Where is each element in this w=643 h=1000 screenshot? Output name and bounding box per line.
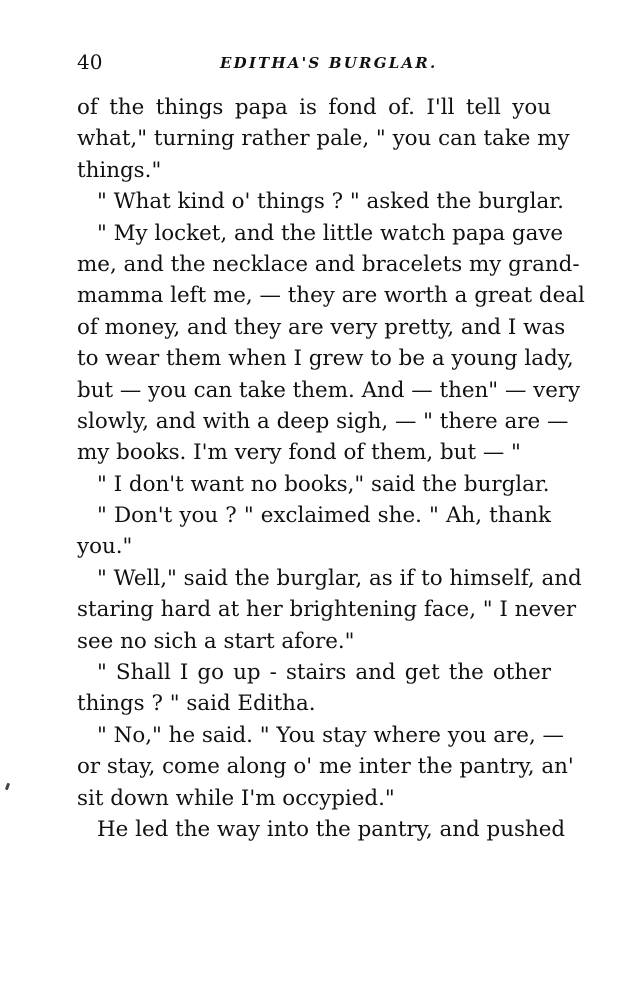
text-line: to wear them when I grew to be a young lady, bbox=[77, 346, 574, 372]
paragraph bbox=[77, 500, 551, 563]
text-line: He led the way into the pantry, and pushed bbox=[97, 816, 566, 842]
text-line: of the things papa is fond of. I'll tell you bbox=[77, 95, 551, 120]
text-line: mamma left me, — they are worth a great deal bbox=[77, 283, 585, 309]
text-line: or stay, come along o' me inter the pantry, an' bbox=[77, 754, 574, 780]
text-line: but — you can take them. And — then" — very bbox=[77, 377, 581, 403]
text-line: staring hard at her brightening face, " I never bbox=[77, 597, 577, 623]
paragraph bbox=[77, 814, 566, 845]
paragraph bbox=[77, 218, 585, 469]
text-line: " Well," said the burglar, as if to himself, and bbox=[97, 565, 582, 591]
paragraph bbox=[77, 563, 582, 657]
text-line: me, and the necklace and bracelets my grand- bbox=[77, 251, 580, 277]
text-line: see no sich a start afore." bbox=[77, 628, 355, 654]
text-line: " What kind o' things ? " asked the burglar. bbox=[97, 189, 564, 215]
text-line: " My locket, and the little watch papa gave bbox=[97, 220, 564, 246]
text-line: of money, and they are very pretty, and I was bbox=[77, 314, 566, 340]
text-line: sit down while I'm occypied." bbox=[77, 785, 395, 811]
page-number: 40 bbox=[77, 50, 103, 74]
text-line: things." bbox=[77, 157, 162, 183]
paragraph bbox=[77, 92, 570, 186]
running-head: EDITHA'S BURGLAR. bbox=[220, 54, 438, 72]
paragraph bbox=[77, 469, 551, 500]
paragraph bbox=[77, 657, 551, 720]
text-line: what," turning rather pale, " you can take my bbox=[77, 126, 570, 152]
text-line: you." bbox=[77, 534, 133, 560]
body-text bbox=[77, 92, 585, 845]
text-line: things ? " said Editha. bbox=[77, 691, 316, 717]
text-line: " No," he said. " You stay where you are, — bbox=[97, 722, 564, 748]
paragraph bbox=[77, 720, 574, 814]
text-line: " Don't you ? " exclaimed she. " Ah, thank bbox=[97, 503, 551, 529]
text-line: " I don't want no books," said the burglar. bbox=[97, 471, 550, 497]
text-line: my books. I'm very fond of them, but — " bbox=[77, 440, 521, 466]
text-line: slowly, and with a deep sigh, — " there are — bbox=[77, 408, 569, 434]
text-line: " Shall I go up - stairs and get the other bbox=[97, 660, 551, 686]
ink-speck bbox=[5, 783, 10, 791]
paragraph bbox=[77, 186, 564, 217]
